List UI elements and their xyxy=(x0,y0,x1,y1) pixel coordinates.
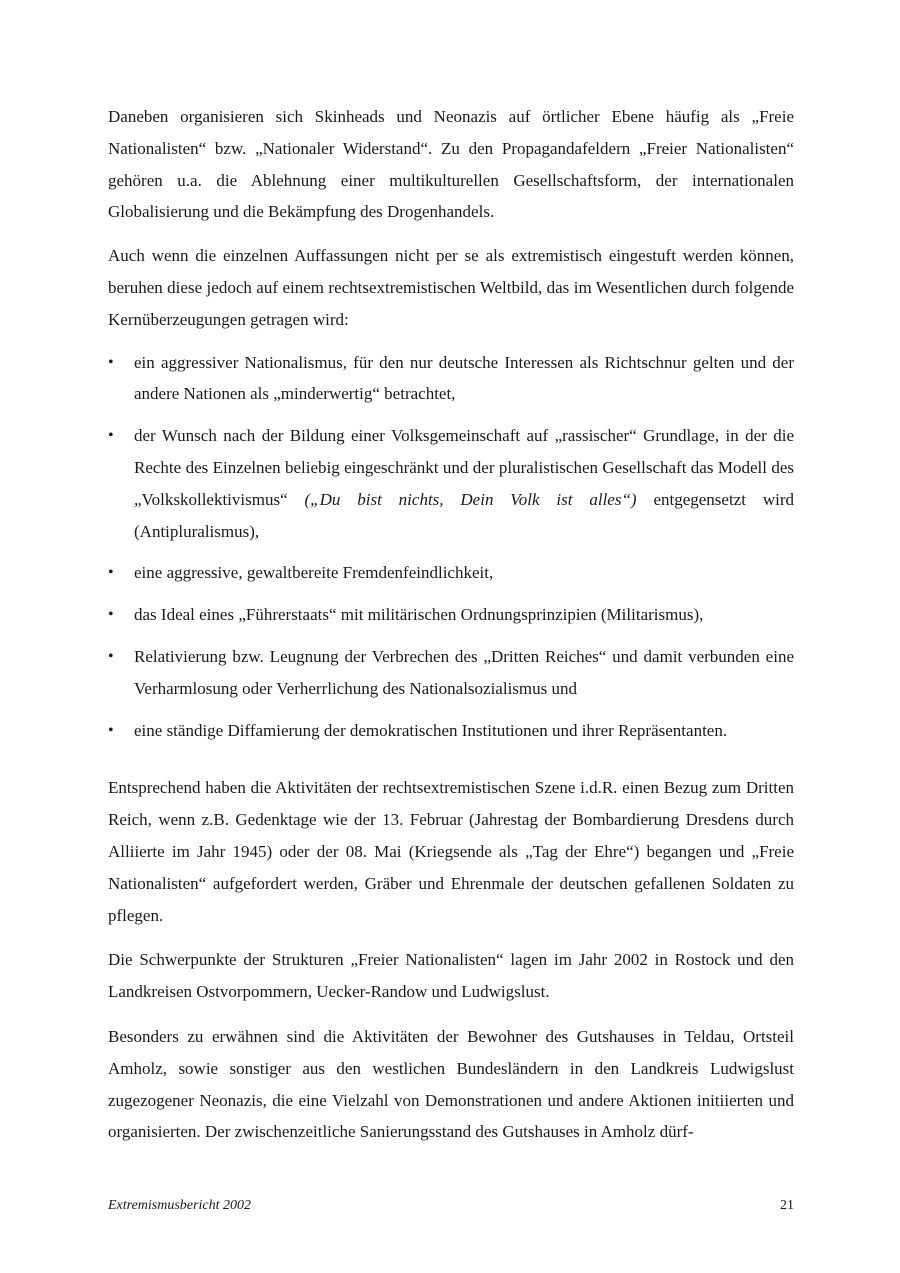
paragraph-freie-nationalisten: Daneben organisieren sich Skinheads und Neonazis auf örtlicher Ebene häufig als „Freie Nationalisten“ bzw. „Nationaler Widerstand“. Zu den Propagandafeldern „Freier Nationalisten“ gehören u.a. die Ablehnung einer multikulturellen Gesellschaftsform, der internationalen Globalisierung und die Bekämpfung des Drogenhandels. xyxy=(108,107,794,222)
list-item-text: ein aggressiver Nationalismus, für den nur deutsche Interessen als Richtschnur gelten und der andere Nationen als „minderwertig“ betrachtet, xyxy=(134,352,794,404)
list-item xyxy=(108,599,794,631)
core-beliefs-list xyxy=(108,347,794,747)
footer-report-title: Extremismusbericht 2002 xyxy=(108,1198,251,1213)
paragraph-gutshaus-amholz: Besonders zu erwähnen sind die Aktivitäten der Bewohner des Gutshauses in Teldau, Ortsteil Amholz, sowie sonstiger aus den westlichen Bundesländern in den Landkreis Ludwigslust zugezogener Neonazis, die eine Vielzahl von Demonstrationen und andere Aktionen initiierten und organisierten. Der zwischenzeitliche Sanierungsstand des Gutshauses in Amholz dürf- xyxy=(108,1026,794,1142)
list-item xyxy=(108,420,794,547)
list-item-text: eine ständige Diffamierung der demokratischen Institutionen und ihrer Repräsentanten. xyxy=(134,720,728,740)
list-item xyxy=(108,347,794,411)
page-body xyxy=(108,101,794,1148)
paragraph-schwerpunkte: Die Schwerpunkte der Strukturen „Freier Nationalisten“ lagen im Jahr 2002 in Rostock und den Landkreisen Ostvorpommern, Uecker-Randow und Ludwigslust. xyxy=(108,950,794,1002)
list-item-text-end: entgegensetzt wird (Antipluralismus), xyxy=(134,489,794,541)
list-item-text: das Ideal eines „Führerstaats“ mit militärischen Ordnungsprinzipien (Militarismus), xyxy=(134,605,704,625)
list-item-text: Relativierung bzw. Leugnung der Verbrechen des „Dritten Reiches“ und damit verbunden eine Verharmlosung oder Verherrlichung des Nationalsozialismus und xyxy=(134,646,794,698)
list-item-text: der Wunsch nach der Bildung einer Volksgemeinschaft auf „rassischer“ Grundlage, in der die Rechte des Einzelnen beliebig eingeschränkt und der pluralistischen Gesellschaft das Modell des „Volkskollektivismus“ xyxy=(134,426,794,509)
list-item xyxy=(108,557,794,589)
slogan-quote: („Du bist nichts, Dein Volk ist alles“) xyxy=(304,489,637,509)
list-item-text: eine aggressive, gewaltbereite Fremdenfeindlichkeit, xyxy=(134,563,494,583)
page-number: 21 xyxy=(780,1198,794,1213)
list-item xyxy=(108,715,794,747)
paragraph-weltbild-intro: Auch wenn die einzelnen Auffassungen nicht per se als extremistisch eingestuft werden können, beruhen diese jedoch auf einem rechtsextremistischen Weltbild, das im Wesentlichen durch folgende Kernüberzeugungen getragen wird: xyxy=(108,246,794,329)
page-footer xyxy=(108,1198,794,1214)
list-item xyxy=(108,641,794,705)
paragraph-bezug-drittes-reich: Entsprechend haben die Aktivitäten der rechtsextremistischen Szene i.d.R. einen Bezug zum Dritten Reich, wenn z.B. Gedenktage wie der 13. Februar (Jahrestag der Bombardierung Dresdens durch Alliierte im Jahr 1945) oder der 08. Mai (Kriegsende als „Tag der Ehre“) begangen und „Freie Nationalisten“ aufgefordert werden, Gräber und Ehrenmale der deutschen gefallenen Soldaten zu pflegen. xyxy=(108,778,794,925)
